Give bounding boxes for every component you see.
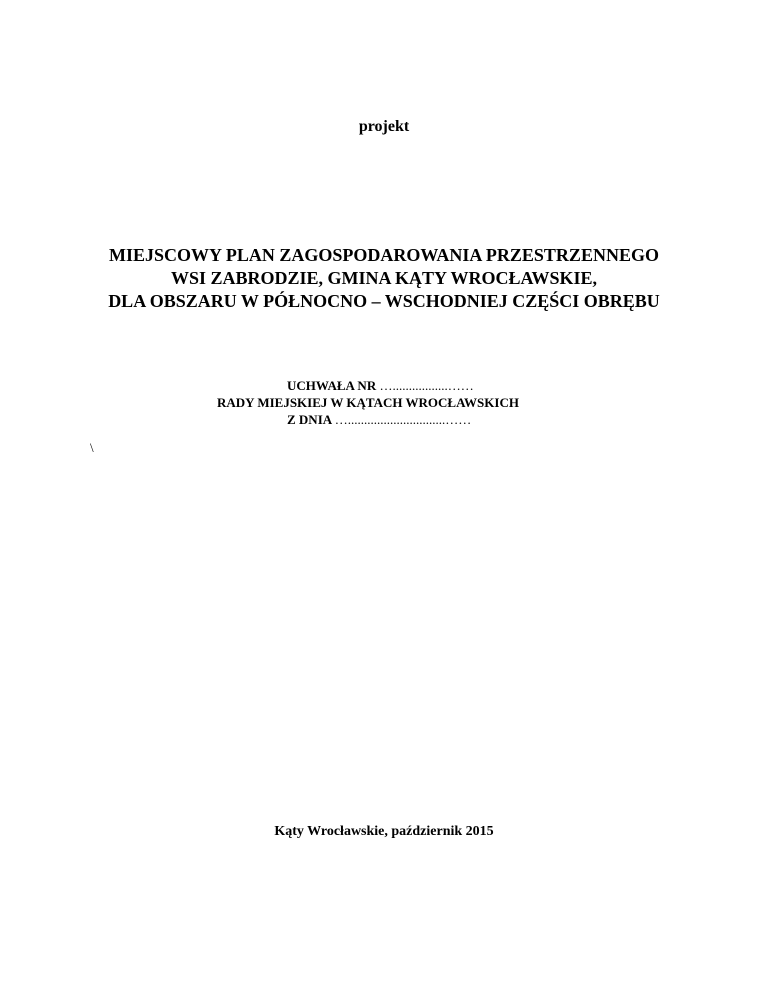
document-footer: Kąty Wrocławskie, październik 2015 (274, 824, 494, 839)
resolution-number-label: UCHWAŁA NR (287, 378, 377, 393)
document-status-label: projekt (358, 118, 410, 135)
title-line: WSI ZABRODZIE, GMINA KĄTY WROCŁAWSKIE, (170, 268, 598, 288)
resolution-date-placeholder: …..............................…… (334, 412, 472, 427)
document-title (0, 244, 768, 313)
resolution-council: RADY MIEJSKIEJ W KĄTACH WROCŁAWSKICH (217, 395, 519, 410)
resolution-number-placeholder: ….................…… (379, 378, 474, 393)
resolution-date-line (287, 412, 471, 428)
resolution-date-label: Z DNIA (287, 412, 332, 427)
stray-backslash-mark: \ (90, 440, 94, 455)
title-line: MIEJSCOWY PLAN ZAGOSPODAROWANIA PRZESTRZENNEGO (109, 245, 659, 265)
title-line: DLA OBSZARU W PÓŁNOCNO – WSCHODNIEJ CZĘŚCI OBRĘBU (108, 291, 660, 311)
resolution-number-line (287, 378, 474, 394)
